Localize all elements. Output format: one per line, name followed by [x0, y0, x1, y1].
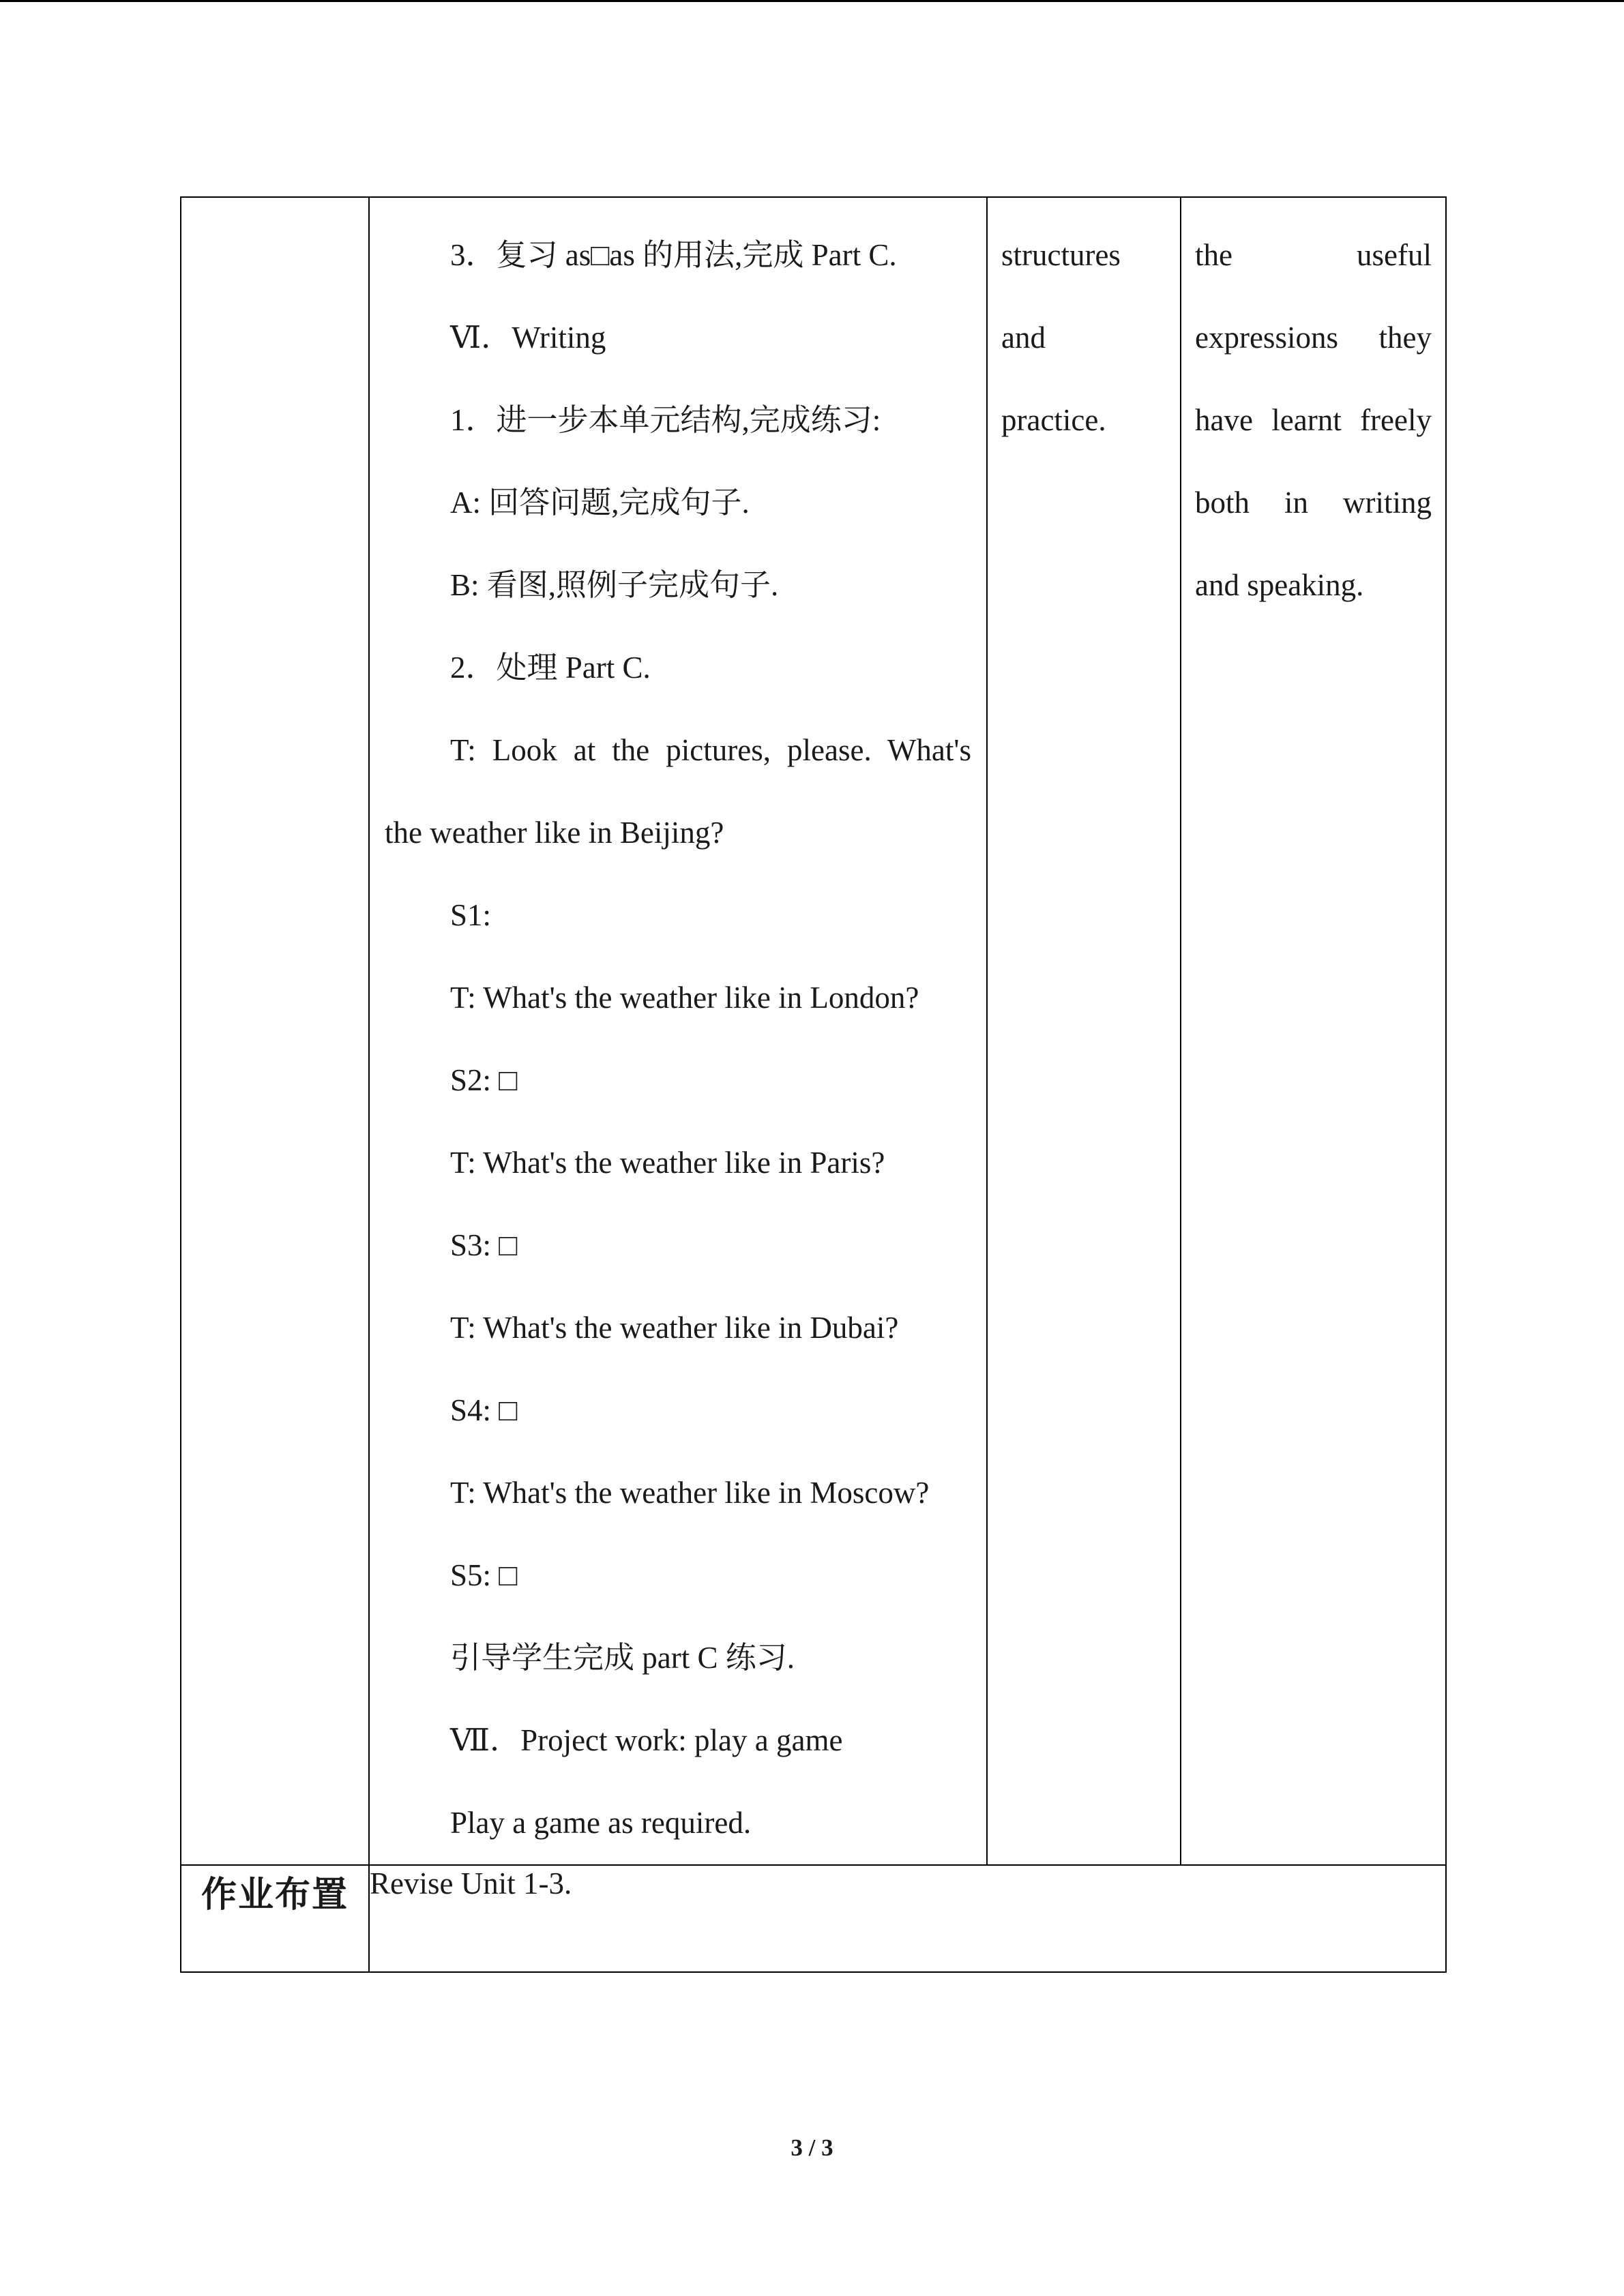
activity-cell	[987, 197, 1181, 1865]
purpose-line: both in writing	[1195, 486, 1432, 520]
purpose-line: the useful	[1195, 238, 1432, 272]
stage-label-cell	[181, 197, 369, 1865]
purpose-notes	[1181, 198, 1445, 627]
step-line: B: 看图,照例子完成句子.	[450, 568, 779, 602]
homework-row	[181, 1865, 1446, 1972]
step-line: S4: □	[450, 1393, 518, 1427]
step-line: T: Look at the pictures, please. What's	[450, 733, 971, 767]
top-border-line	[0, 0, 1624, 2]
step-line: 引导学生完成 part C 练习.	[450, 1641, 795, 1675]
step-line: Ⅵ．Writing	[450, 320, 606, 355]
step-line: 1．进一步本单元结构,完成练习:	[450, 403, 881, 437]
activity-line: structures	[1001, 238, 1121, 272]
page-number: 3 / 3	[791, 2134, 833, 2161]
step-line: T: What's the weather like in London?	[450, 981, 919, 1015]
activity-line: practice.	[1001, 403, 1106, 437]
step-line: S3: □	[450, 1228, 518, 1262]
teaching-steps	[370, 198, 986, 1864]
teaching-steps-cell	[369, 197, 987, 1865]
activity-notes	[988, 198, 1180, 462]
homework-text: Revise Unit 1-3.	[369, 1865, 1446, 1972]
step-line: A: 回答问题,完成句子.	[450, 486, 750, 520]
step-line: Ⅶ．Project work: play a game	[450, 1723, 843, 1757]
step-line: 2．处理 Part C.	[450, 651, 651, 685]
purpose-line: expressions they	[1195, 320, 1432, 355]
step-line: S1:	[450, 898, 492, 932]
purpose-line: have learnt freely	[1195, 403, 1432, 437]
purpose-cell	[1181, 197, 1446, 1865]
step-line: the weather like in Beijing?	[385, 816, 724, 850]
step-line: T: What's the weather like in Dubai?	[450, 1311, 899, 1345]
step-line: S5: □	[450, 1558, 518, 1592]
step-line: S2: □	[450, 1063, 518, 1097]
step-line: T: What's the weather like in Paris?	[450, 1146, 885, 1180]
step-line: T: What's the weather like in Moscow?	[450, 1476, 930, 1510]
step-line: Play a game as required.	[450, 1806, 752, 1840]
teaching-process-row	[181, 197, 1446, 1865]
homework-label: 作业布置	[181, 1865, 369, 1972]
step-line: 3．复习 as□as 的用法,完成 Part C.	[450, 238, 897, 272]
purpose-line: and speaking.	[1195, 568, 1364, 602]
lesson-plan-table	[180, 196, 1447, 1973]
activity-line: and	[1001, 320, 1046, 355]
